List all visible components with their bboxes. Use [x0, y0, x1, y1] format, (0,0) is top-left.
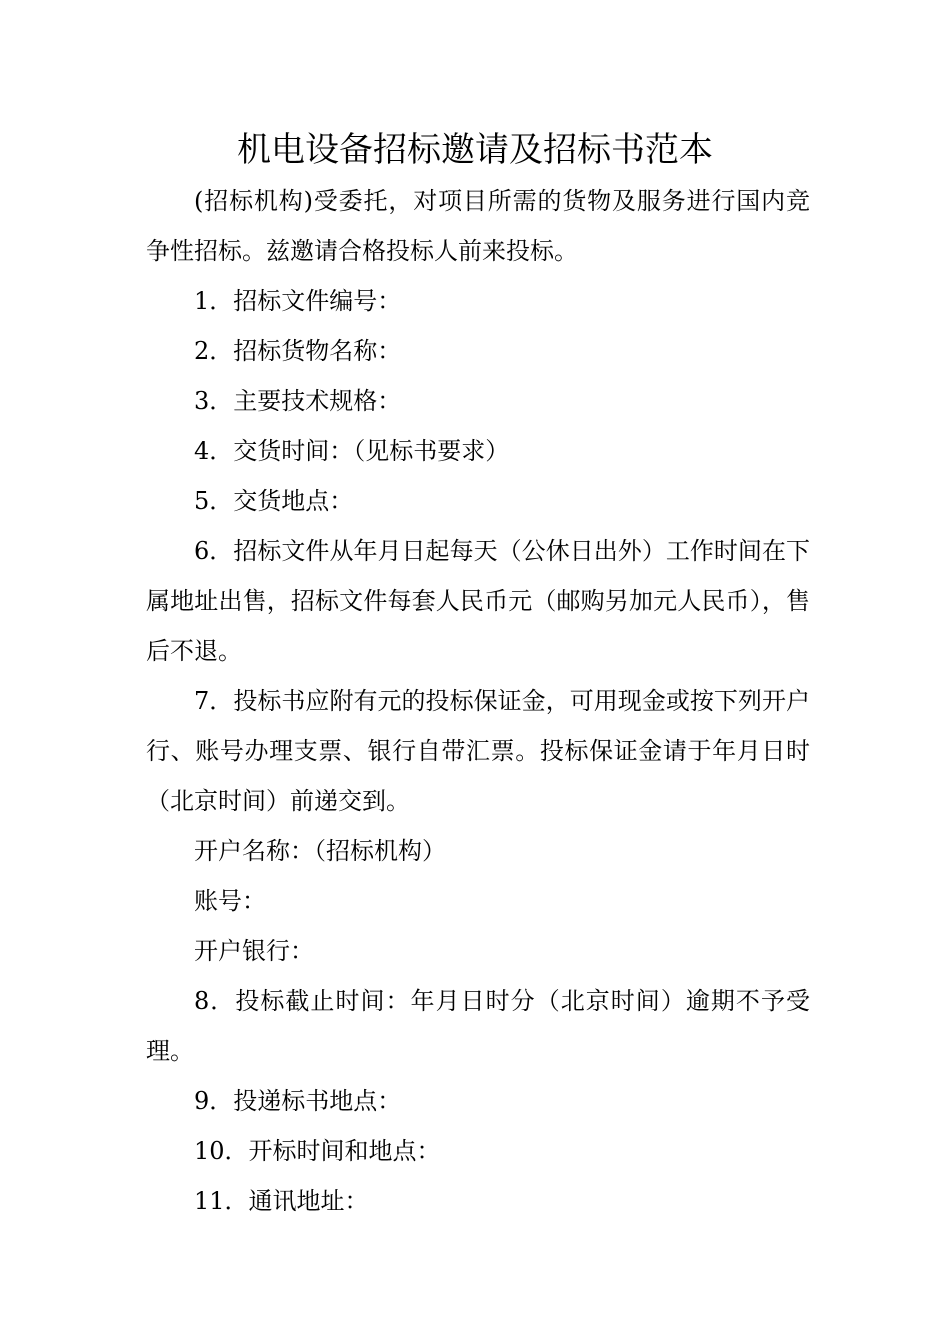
item-delivery-location: 5．交货地点：	[194, 487, 354, 515]
document-body	[146, 176, 810, 1226]
item-mailing-address: 11．通讯地址：	[194, 1187, 369, 1215]
item-opening-time-location: 10．开标时间和地点：	[194, 1137, 441, 1165]
item-bid-deadline: 8．投标截止时间：年月日时分（北京时间）逾期不予受理。	[146, 987, 810, 1065]
intro-paragraph: (招标机构)受委托，对项目所需的货物及服务进行国内竞争性招标。兹邀请合格投标人前来投标。	[146, 187, 810, 265]
document-title: 机电设备招标邀请及招标书范本	[237, 130, 713, 170]
item-document-sale: 6．招标文件从年月日起每天（公休日出外）工作时间在下属地址出售，招标文件每套人民币元（邮购另加元人民币），售后不退。	[146, 537, 810, 665]
account-bank-line: 开户银行：	[194, 937, 314, 965]
account-number-line: 账号：	[194, 887, 266, 915]
item-goods-name: 2．招标货物名称：	[194, 337, 402, 365]
item-submission-location: 9．投递标书地点：	[194, 1087, 402, 1115]
item-technical-specs: 3．主要技术规格：	[194, 387, 402, 415]
item-delivery-time: 4．交货时间：（见标书要求）	[194, 437, 510, 465]
item-bid-document-number: 1．招标文件编号：	[194, 287, 402, 315]
item-bid-bond: 7．投标书应附有元的投标保证金，可用现金或按下列开户行、账号办理支票、银行自带汇票。投标保证金请于年月日时（北京时间）前递交到。	[146, 687, 810, 815]
account-name-line: 开户名称：（招标机构）	[194, 837, 446, 865]
